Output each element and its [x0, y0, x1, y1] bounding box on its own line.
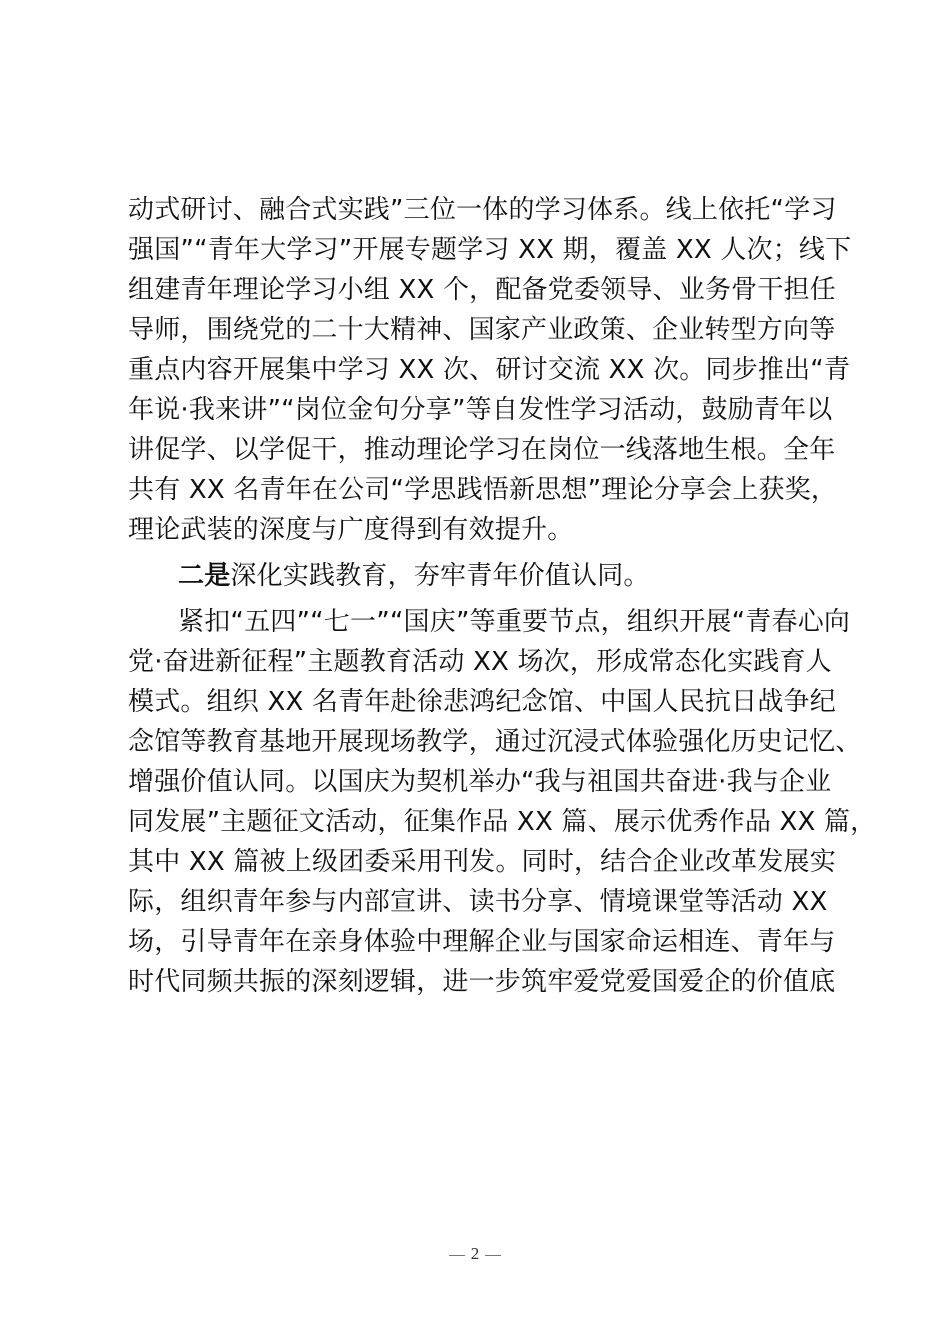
text-line: 其中 XX 篇被上级团委采用刊发。同时，结合企业改革发展实 — [128, 847, 836, 877]
paragraph-theory-study — [128, 190, 852, 550]
text-line: 念馆等教育基地开展现场教学，通过沉浸式体验强化历史记忆、 — [128, 727, 862, 757]
text-line: 共有 XX 名青年在公司“学思践悟新思想”理论分享会上获奖， — [128, 475, 838, 505]
left-dash — [449, 1255, 465, 1256]
paragraph-practice-education — [128, 602, 877, 1002]
heading-text: 深化实践教育，夯牢青年价值认同。 — [230, 561, 650, 591]
text-line: 同发展”主题征文活动，征集作品 XX 篇、展示优秀作品 XX 篇， — [128, 807, 877, 837]
page-footer — [0, 1244, 950, 1264]
right-dash — [485, 1255, 501, 1256]
body-text — [128, 190, 877, 1002]
text-line: 导师，围绕党的二十大精神、国家产业政策、企业转型方向等 — [128, 315, 836, 345]
text-line: 强国”“青年大学习”开展专题学习 XX 期，覆盖 XX 人次；线下 — [128, 235, 852, 265]
text-line: 时代同频共振的深刻逻辑，进一步筑牢爱党爱国爱企的价值底 — [128, 967, 836, 997]
text-line: 组建青年理论学习小组 XX 个，配备党委领导、业务骨干担任 — [128, 275, 836, 305]
text-line: 动式研讨、融合式实践”三位一体的学习体系。线上依托“学习 — [128, 195, 837, 225]
heading-bold-prefix: 二是 — [178, 561, 231, 591]
text-line: 场，引导青年在亲身体验中理解企业与国家命运相连、青年与 — [128, 927, 836, 957]
text-line: 年说·我来讲”“岗位金句分享”等自发性学习活动，鼓励青年以 — [128, 395, 833, 425]
text-line: 增强价值认同。以国庆为契机举办“我与祖国共奋进·我与企业 — [128, 767, 832, 797]
section-heading — [128, 556, 828, 596]
text-line: 重点内容开展集中学习 XX 次、研讨交流 XX 次。同步推出“青 — [128, 355, 851, 385]
text-line: 理论武装的深度与广度得到有效提升。 — [128, 515, 574, 545]
text-line: 际，组织青年参与内部宣讲、读书分享、情境课堂等活动 XX — [128, 887, 828, 917]
page-number: 2 — [470, 1244, 480, 1263]
text-line: 党·奋进新征程”主题教育活动 XX 场次，形成常态化实践育人 — [128, 647, 832, 677]
text-line: 紧扣“五四”“七一”“国庆”等重要节点，组织开展“青春心向 — [178, 607, 851, 637]
text-line: 模式。组织 XX 名青年赴徐悲鸿纪念馆、中国人民抗日战争纪 — [128, 687, 836, 717]
text-line: 讲促学、以学促干，推动理论学习在岗位一线落地生根。全年 — [128, 435, 836, 465]
